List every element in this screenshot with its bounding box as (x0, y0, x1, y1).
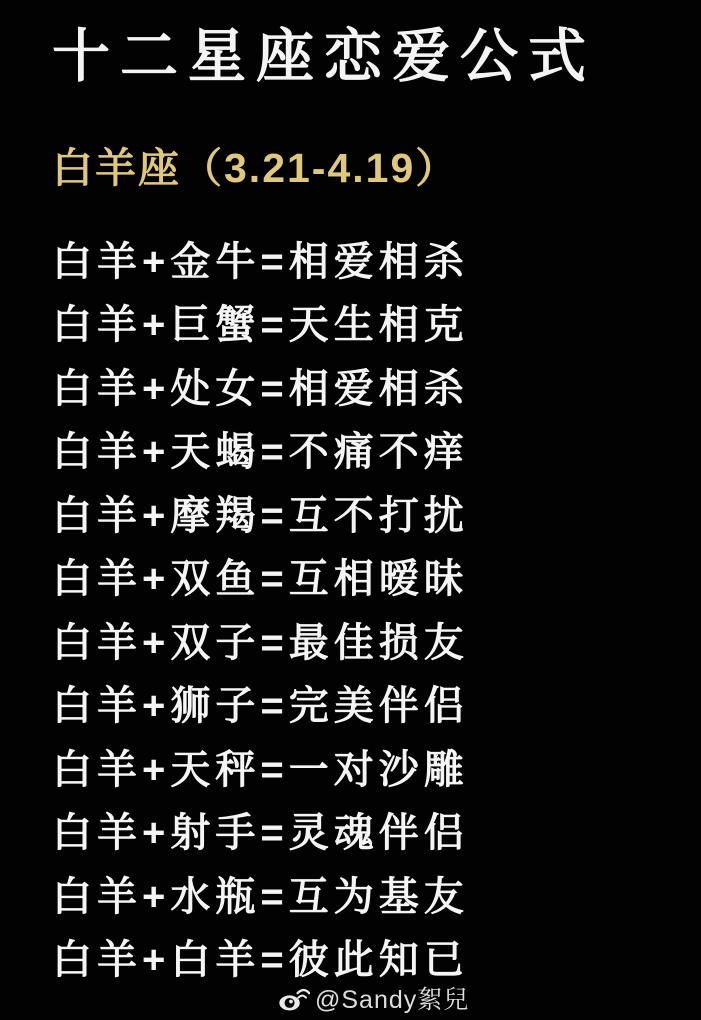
watermark-text: @Sandy絮兒 (315, 986, 470, 1014)
formula-row: 白羊+双子=最佳损友 (52, 620, 469, 665)
formula-row: 白羊+摩羯=互不打扰 (52, 493, 469, 538)
formula-row: 白羊+金牛=相爱相杀 (52, 239, 469, 284)
formula-row: 白羊+水瓶=互为基友 (52, 874, 469, 919)
page-title: 十二星座恋爱公式 (52, 24, 597, 89)
weibo-eye-icon (278, 985, 310, 1012)
aries-section-heading: 白羊座（3.21-4.19） (52, 144, 459, 191)
formula-row: 白羊+巨蟹=天生相克 (52, 303, 469, 348)
formula-row: 白羊+天蝎=不痛不痒 (52, 430, 469, 475)
formula-list (52, 231, 701, 993)
formula-row: 白羊+双鱼=互相暧昧 (52, 557, 469, 602)
watermark (278, 980, 469, 1016)
formula-row: 白羊+射手=灵魂伴侣 (52, 811, 469, 856)
formula-row: 白羊+天秤=一对沙雕 (52, 747, 469, 792)
formula-row: 白羊+白羊=彼此知已 (52, 938, 469, 983)
formula-row: 白羊+狮子=完美伴侣 (52, 684, 469, 729)
formula-row: 白羊+处女=相爱相杀 (52, 366, 469, 411)
